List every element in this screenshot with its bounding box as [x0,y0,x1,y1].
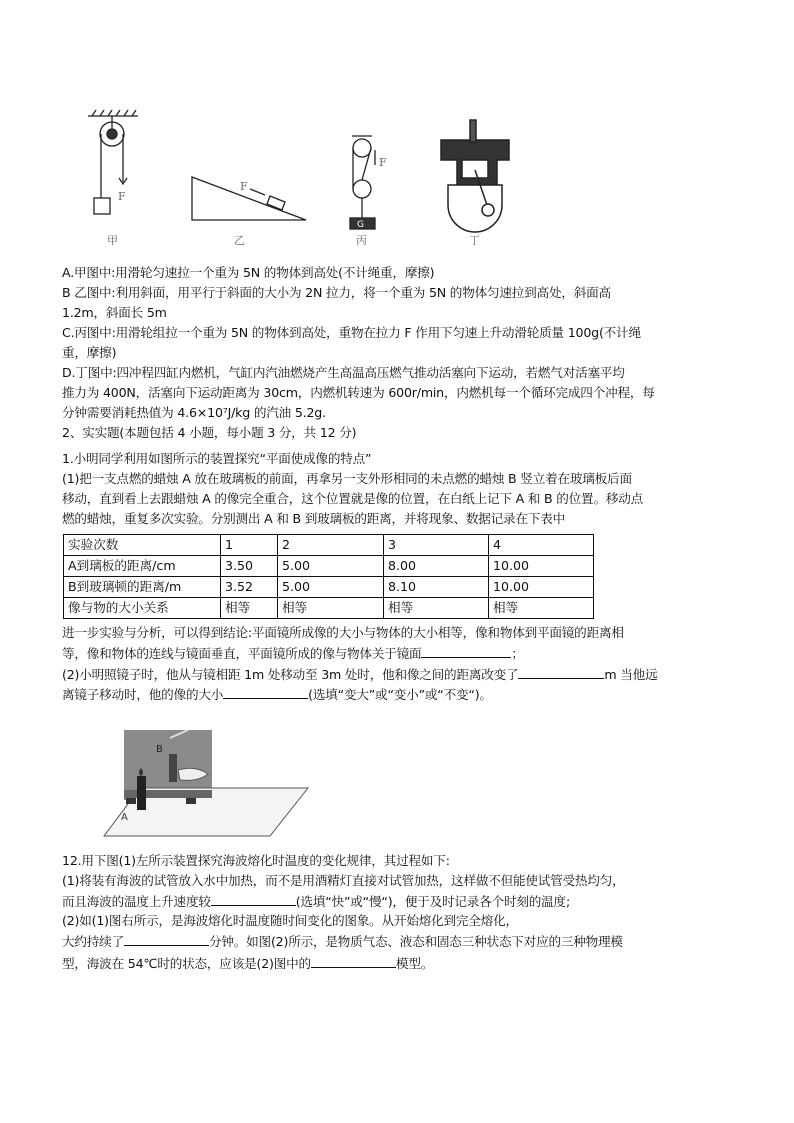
text: 而且海波的温度上升速度较 [62,894,211,909]
answer-blank[interactable] [421,644,511,658]
text: 大约持续了 [62,934,124,949]
table-row [64,577,594,598]
force-label: F [379,156,387,169]
option-b: B 乙图中:利用斜面，用平行于斜面的大小为 2N 拉力，将一个重为 5N 的物体匀速拉到高处，斜面高 [62,285,611,300]
answer-blank[interactable] [518,665,604,679]
physics-figures [80,100,540,250]
text: 模型。 [395,956,434,971]
table-row [64,556,594,577]
option-d: D.丁图中:四冲程四缸内燃机，气缸内汽油燃烧产生高温高压燃气推动活塞向下运动，若燃气对活塞平均 [62,365,625,380]
question-12-text: (2)如(1)图右所示，是海波熔化时温度随时间变化的图象。从开始熔化到完全熔化， [62,913,518,928]
table-cell: 8.10 [384,577,489,598]
answer-blank[interactable] [124,932,209,946]
option-c-cont: 重，摩擦) [62,345,117,360]
table-cell: 3.52 [221,577,278,598]
question-1-text: 燃的蜡烛，重复多次实验。分别测出 A 和 B 到玻璃板的距离，并将现象、数据记录在下表中 [62,511,566,526]
weight-label: G [357,220,364,230]
table-cell: 10.00 [489,556,594,577]
answer-blank[interactable] [311,954,396,968]
incline-figure-yi [192,177,306,220]
conclusion-text: 进一步实验与分析，可以得到结论:平面镜所成像的大小与物体的大小相等，像和物体到平面镜的距离相 [62,625,624,640]
question-1-text: (1)把一支点燃的蜡烛 A 放在玻璃板的前面，再拿另一支外形相同的未点燃的蜡烛 B 竖立着在玻璃板后面 [62,471,632,486]
table-cell: A到璃板的距离/cm [64,556,221,577]
question-1-text: 移动，直到看上去跟蜡烛 A 的像完全重合，这个位置就是像的位置，在白纸上记下 A 和 B 的位置。移动点 [62,491,644,506]
text: (2)小明照镜子时，他从与镜相距 1m 处移动至 3m 处时，他和像之间的距离改变了 [62,667,519,682]
pulley-figure-jia [88,110,138,214]
answer-blank[interactable] [211,892,296,906]
question-12-text: (1)将装有海波的试管放入水中加热，而不是用酒精灯直接对试管加热，这样做不但能使试管受热均匀， [62,873,625,888]
option-a: A.甲图中:用滑轮匀速拉一个重为 5N 的物体到高处(不计绳重，摩擦) [62,265,435,280]
question-12-line [62,954,433,973]
question-12-title: 12.用下图(1)左所示装置探究海波熔化时温度的变化规律，其过程如下: [62,853,450,868]
table-cell: 相等 [278,598,384,619]
text: 等，像和物体的连线与镜面垂直，平面镜所成的像与物体关于镜面 [62,646,422,661]
table-cell: 4 [489,535,594,556]
question-1-part2 [62,665,657,684]
table-cell: 3.50 [221,556,278,577]
conclusion-text-line2 [62,644,524,663]
text: 分钟。如图(2)所示，是物质气态、液态和固态三种状态下对应的三种物理模 [208,934,623,949]
text: (选填“变大”或“变小”或“不变“)。 [308,687,492,702]
text: 离镜子移动时，他的像的大小 [62,687,224,702]
table-cell: 5.00 [278,577,384,598]
text: 型，海波在 54℃时的状态，应该是(2)图中的 [62,956,311,971]
question-1-part3 [62,685,492,704]
figure-label-ding: 丁 [469,234,480,247]
text: ； [511,646,524,661]
table-cell: 相等 [489,598,594,619]
option-b-cont: 1.2m，斜面长 5m [62,305,167,320]
table-cell: 实验次数 [64,535,221,556]
option-d-cont: 推力为 400N，活塞向下运动距离为 30cm，内燃机转速为 600r/min，内燃机每一个循环完成四个冲程，每 [62,385,655,400]
table-cell: 3 [384,535,489,556]
question-12-line [62,892,570,911]
question-1-title: 1.小明同学利用如图所示的装置探究“平面使成像的特点” [62,451,372,466]
table-row [64,535,594,556]
figure-label-jia: 甲 [107,234,118,247]
candle-label-a: A [121,812,128,823]
text: m 当他远 [604,667,658,682]
section-heading: 2、实实题(本题包括 4 小题，每小题 3 分，共 12 分) [62,425,357,440]
candle-label-b: B [156,744,163,755]
table-cell: B到玻璃顿的距离/m [64,577,221,598]
table-cell: 10.00 [489,577,594,598]
engine-figure-ding [441,120,509,232]
figure-label-bing: 丙 [356,234,367,247]
table-cell: 1 [221,535,278,556]
figure-label-yi: 乙 [234,234,245,247]
force-label: F [118,190,126,203]
table-cell: 8.00 [384,556,489,577]
table-cell: 相等 [384,598,489,619]
pulley-block-figure-bing [350,136,375,229]
data-table [63,534,594,619]
table-cell: 像与物的大小关系 [64,598,221,619]
table-cell: 相等 [221,598,278,619]
text: (选填“快”或“慢“)，便于及时记录各个时刻的温度; [295,894,570,909]
option-c: C.丙图中:用滑轮组拉一个重为 5N 的物体到高处，重物在拉力 F 作用下匀速上升动滑轮质量 100g(不计绳 [62,325,641,340]
option-d-cont2: 分钟需要消耗热值为 4.6×10⁷J/kg 的汽油 5.2g. [62,405,326,420]
answer-blank[interactable] [223,685,308,699]
table-row [64,598,594,619]
table-cell: 5.00 [278,556,384,577]
question-12-line [62,932,623,951]
table-cell: 2 [278,535,384,556]
force-label: F [240,180,248,193]
mirror-experiment-image [100,728,310,843]
